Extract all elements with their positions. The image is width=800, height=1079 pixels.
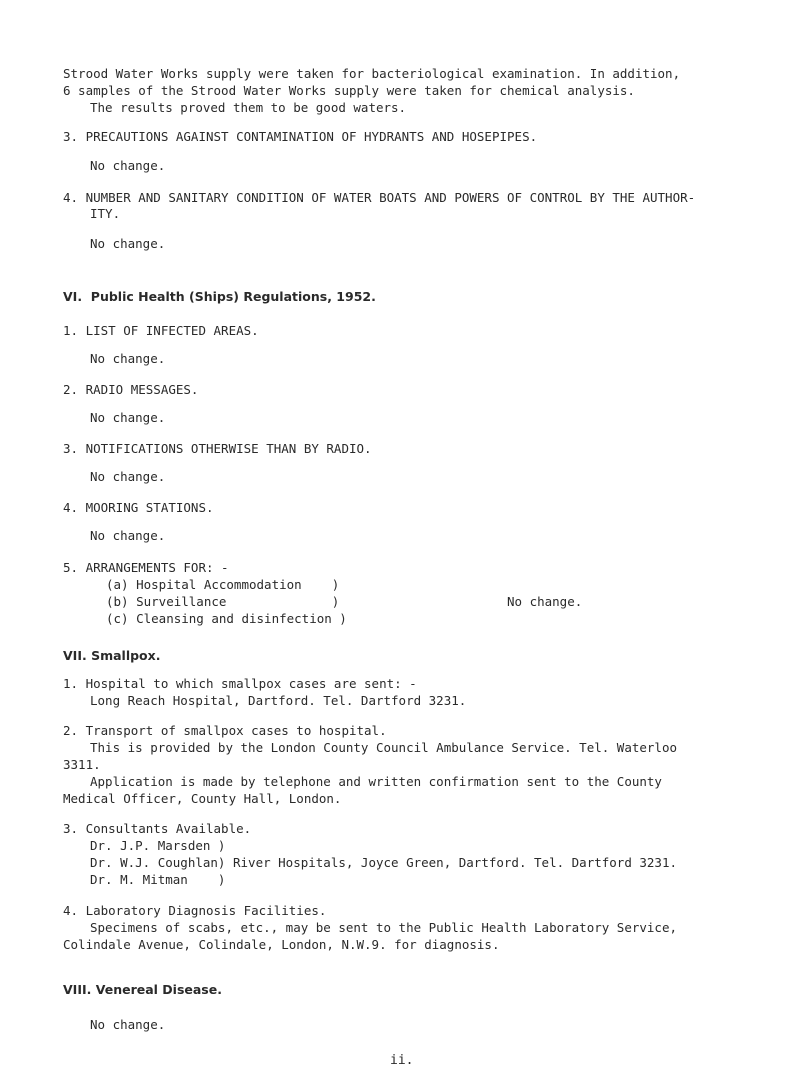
vi-item-1-body: No change. xyxy=(90,351,166,366)
vi-item-5-title: 5. ARRANGEMENTS FOR: - xyxy=(63,560,229,575)
section-4-title-line-2: ITY. xyxy=(90,206,121,221)
intro-line-1: Strood Water Works supply were taken for bacteriological examination. In addition, xyxy=(63,66,681,81)
section-viii-body: No change. xyxy=(90,1017,166,1032)
intro-line-2: 6 samples of the Strood Water Works supply were taken for chemical analysis. xyxy=(63,83,635,98)
vii-item-2-line-4: Application is made by telephone and written confirmation sent to the County xyxy=(90,774,662,789)
vi-item-3-body: No change. xyxy=(90,469,166,484)
vii-item-4-line-2: Specimens of scabs, etc., may be sent to the Public Health Laboratory Service, xyxy=(90,920,677,935)
vii-item-3-line-3: Dr. W.J. Coughlan) River Hospitals, Joyce Green, Dartford. Tel. Dartford 3231. xyxy=(90,855,677,870)
vii-item-1-line-1: 1. Hospital to which smallpox cases are sent: - xyxy=(63,676,417,691)
section-3-body: No change. xyxy=(90,158,166,173)
section-vii-heading: VII. Smallpox. xyxy=(63,648,161,663)
vii-item-3-line-1: 3. Consultants Available. xyxy=(63,821,252,836)
vi-item-4-title: 4. MOORING STATIONS. xyxy=(63,500,214,515)
vii-item-2-line-3: 3311. xyxy=(63,757,101,772)
vi-item-1-title: 1. LIST OF INFECTED AREAS. xyxy=(63,323,259,338)
section-vi-heading: VI. Public Health (Ships) Regulations, 1952. xyxy=(63,289,376,304)
vii-item-3-line-2: Dr. J.P. Marsden ) xyxy=(90,838,226,853)
section-4-body: No change. xyxy=(90,236,166,251)
section-4-title-line-1: 4. NUMBER AND SANITARY CONDITION OF WATER BOATS AND POWERS OF CONTROL BY THE AUTHOR- xyxy=(63,190,696,205)
vi-item-5c: (c) Cleansing and disinfection ) xyxy=(106,611,347,626)
vii-item-3-line-4: Dr. M. Mitman ) xyxy=(90,872,226,887)
vi-item-2-body: No change. xyxy=(90,410,166,425)
vi-item-4-body: No change. xyxy=(90,528,166,543)
intro-line-3: The results proved them to be good waters. xyxy=(90,100,407,115)
vii-item-4-line-3: Colindale Avenue, Colindale, London, N.W.9. for diagnosis. xyxy=(63,937,500,952)
section-3-title: 3. PRECAUTIONS AGAINST CONTAMINATION OF HYDRANTS AND HOSEPIPES. xyxy=(63,129,538,144)
vi-item-2-title: 2. RADIO MESSAGES. xyxy=(63,382,199,397)
vii-item-2-line-2: This is provided by the London County Council Ambulance Service. Tel. Waterloo xyxy=(90,740,677,755)
vi-item-5b: (b) Surveillance ) xyxy=(106,594,340,609)
vi-item-5-note: No change. xyxy=(507,594,583,609)
vii-item-2-line-1: 2. Transport of smallpox cases to hospital. xyxy=(63,723,387,738)
vii-item-1-line-2: Long Reach Hospital, Dartford. Tel. Dartford 3231. xyxy=(90,693,467,708)
section-viii-heading: VIII. Venereal Disease. xyxy=(63,982,222,997)
vi-item-5a: (a) Hospital Accommodation ) xyxy=(106,577,340,592)
vii-item-4-line-1: 4. Laboratory Diagnosis Facilities. xyxy=(63,903,327,918)
page-number: ii. xyxy=(390,1053,414,1068)
vii-item-2-line-5: Medical Officer, County Hall, London. xyxy=(63,791,342,806)
vi-item-3-title: 3. NOTIFICATIONS OTHERWISE THAN BY RADIO. xyxy=(63,441,372,456)
